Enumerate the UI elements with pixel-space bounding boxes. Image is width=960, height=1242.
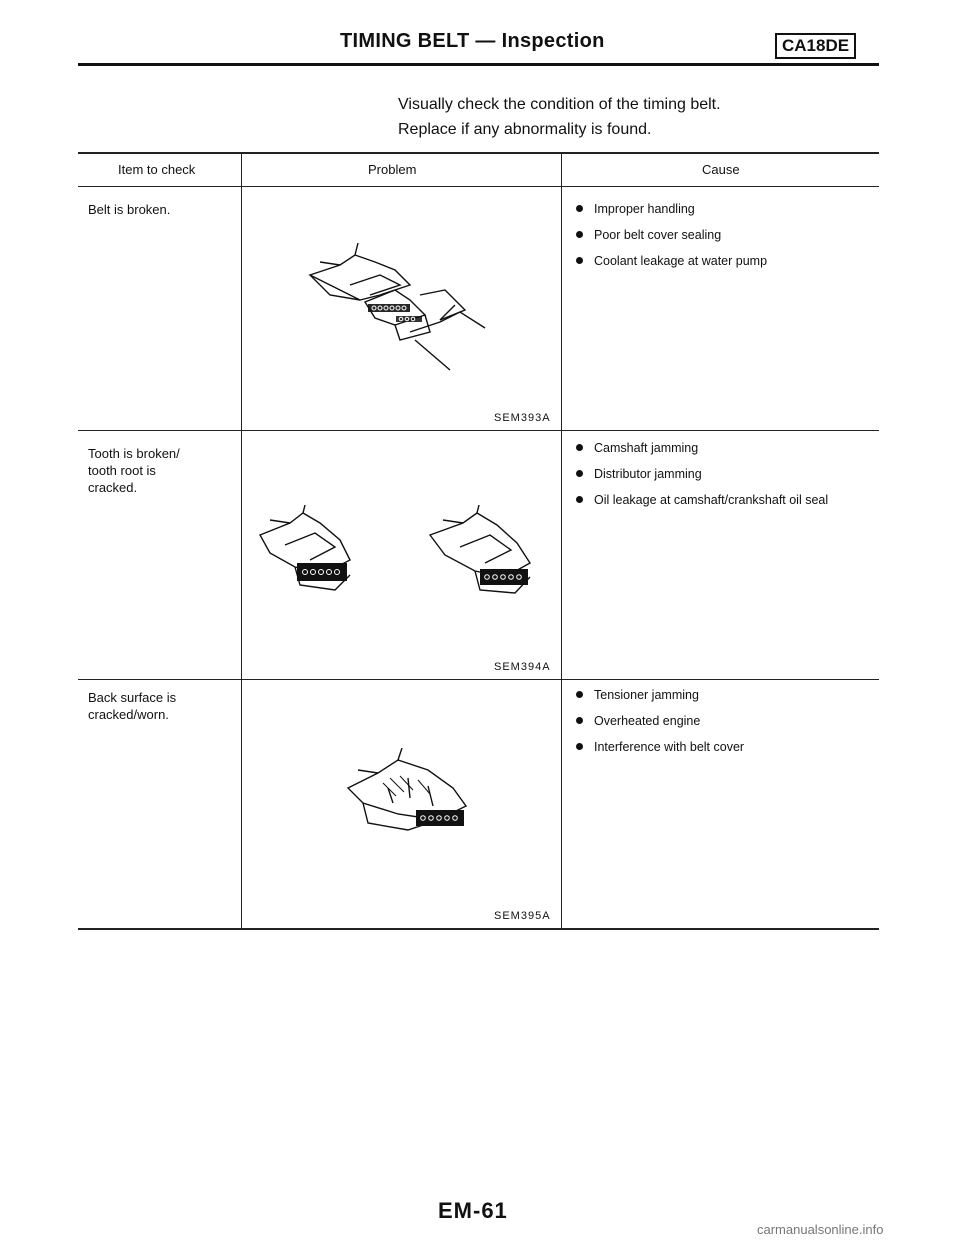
- cause-item: Tensioner jamming: [576, 686, 744, 712]
- row-2-causes: [576, 439, 828, 517]
- figure-code: SEM394A: [494, 661, 551, 673]
- cause-item: Coolant leakage at water pump: [576, 252, 767, 278]
- intro-line-2: Replace if any abnormality is found.: [398, 121, 652, 138]
- bullet-icon: [576, 743, 583, 750]
- bullet-icon: [576, 496, 583, 503]
- row-3-item: [88, 689, 176, 723]
- bullet-icon: [576, 444, 583, 451]
- table-header-rule: [78, 186, 879, 187]
- page-title: TIMING BELT — Inspection: [340, 30, 605, 52]
- table-top-rule: [78, 152, 879, 154]
- row-1-item-line: Belt is broken.: [88, 202, 171, 217]
- row-1-causes: [576, 200, 767, 278]
- row-divider-1: [78, 430, 879, 431]
- bullet-icon: [576, 470, 583, 477]
- column-divider-1: [241, 152, 242, 929]
- bullet-icon: [576, 691, 583, 698]
- broken-tooth-illustration: [255, 505, 355, 600]
- watermark: carmanualsonline.info: [757, 1222, 884, 1237]
- row-3-item-line: cracked/worn.: [88, 707, 169, 722]
- row-3-item-line: Back surface is: [88, 690, 177, 705]
- column-header-item: Item to check: [118, 162, 196, 177]
- cause-item: Poor belt cover sealing: [576, 226, 767, 252]
- figure-code: SEM393A: [494, 412, 551, 424]
- row-3-causes: [576, 686, 744, 764]
- page-number: EM-61: [438, 1198, 508, 1223]
- table-bottom-rule: [78, 928, 879, 930]
- header-rule: [78, 63, 879, 66]
- column-header-problem: Problem: [368, 162, 417, 177]
- cause-item: Camshaft jamming: [576, 439, 828, 465]
- bullet-icon: [576, 231, 583, 238]
- figure-code: SEM395A: [494, 910, 551, 922]
- row-2-item-line: cracked.: [88, 480, 138, 495]
- intro-line-1: Visually check the condition of the timing belt.: [398, 96, 721, 113]
- bullet-icon: [576, 205, 583, 212]
- row-2-item: [88, 445, 180, 496]
- broken-belt-illustration: [300, 240, 500, 380]
- cause-item: Overheated engine: [576, 712, 744, 738]
- worn-back-surface-illustration: [338, 748, 473, 843]
- row-2-item-line: tooth root is: [88, 463, 156, 478]
- cause-item: Oil leakage at camshaft/crankshaft oil seal: [576, 491, 828, 517]
- cause-item: Interference with belt cover: [576, 738, 744, 764]
- row-divider-2: [78, 679, 879, 680]
- column-divider-2: [561, 152, 562, 929]
- intro-text: [398, 92, 721, 142]
- cracked-tooth-root-illustration: [425, 505, 540, 600]
- row-2-item-line: Tooth is broken/: [88, 446, 180, 461]
- column-header-cause: Cause: [702, 162, 740, 177]
- cause-item: Distributor jamming: [576, 465, 828, 491]
- row-1-item: [88, 201, 170, 218]
- bullet-icon: [576, 717, 583, 724]
- engine-code-badge: CA18DE: [775, 33, 856, 59]
- bullet-icon: [576, 257, 583, 264]
- cause-item: Improper handling: [576, 200, 767, 226]
